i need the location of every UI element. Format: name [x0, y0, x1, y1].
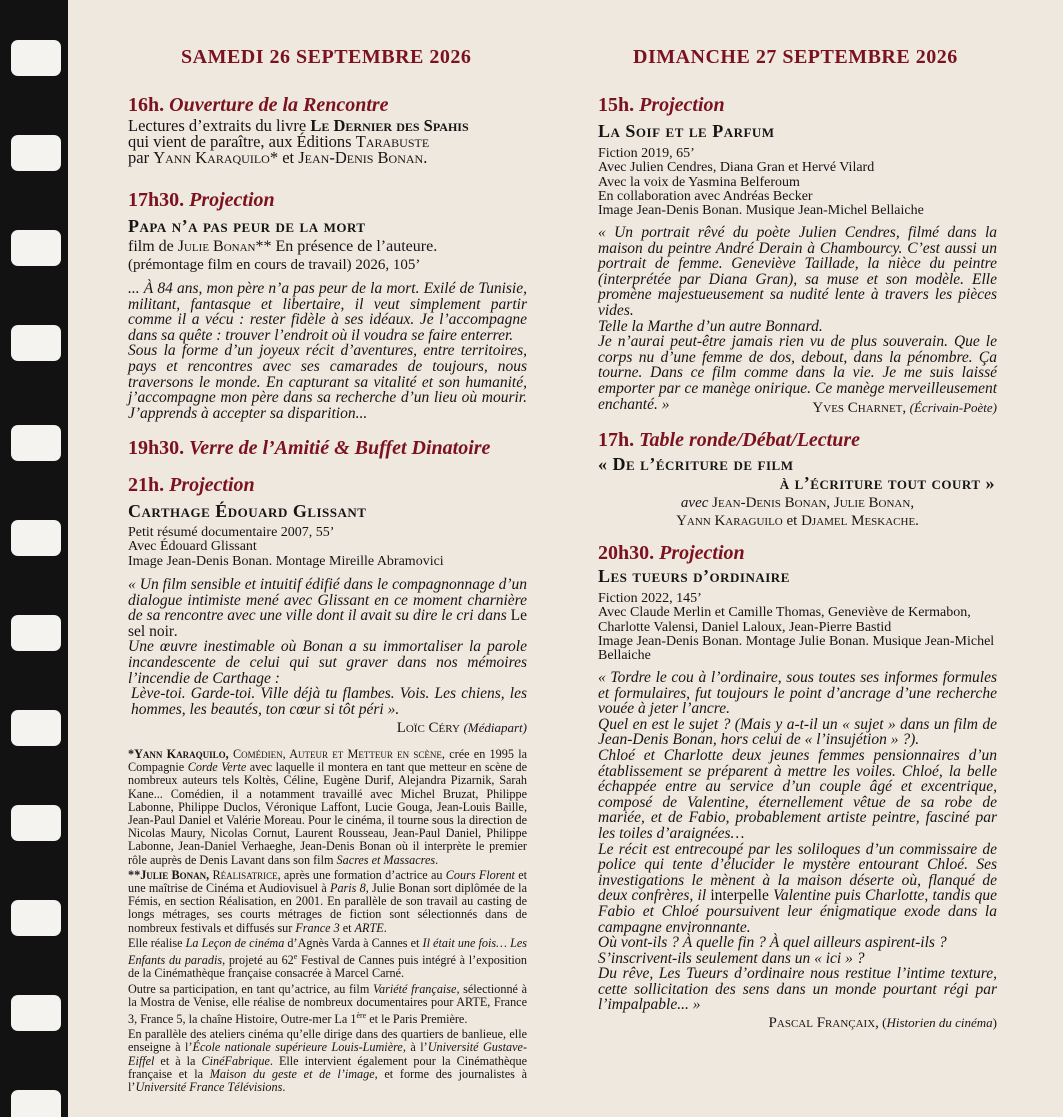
film-review: [598, 225, 997, 412]
text: et: [339, 920, 355, 935]
bio-roles: Comédien, Auteur et Metteur en scène,: [228, 747, 445, 761]
bio-paragraph: [128, 937, 527, 981]
text: * et: [269, 148, 299, 167]
school-name: Paris 8: [330, 881, 366, 896]
event-heading: [128, 474, 255, 497]
text: .: [915, 513, 919, 529]
film-title: Les tueurs d’ordinaire: [598, 566, 790, 586]
author-name: Pascal Françaix,: [768, 1015, 879, 1031]
quote-text: Du rêve, Les Tueurs d’ordinaire nous restitue l’intime texture, cette sollicitation des sens dans un monde pourtant régi par l’impalpable... »: [598, 965, 997, 1014]
person-name: Yann Karaguilo: [676, 513, 783, 529]
film-title: Papa n’a pas peur de la mort: [128, 216, 366, 236]
text: , sélectionné à la Mostra de Venise, elle réalise de nombreux documentaires pour ARTE, France 3, France 5, la chaîne Histoire, Outre-mer La 1: [128, 981, 527, 1026]
school-name: Cours Florent: [445, 867, 515, 882]
text: qui vient de paraître, aux Éditions: [128, 132, 356, 151]
text: (: [878, 1015, 887, 1030]
channel-name: ARTE: [354, 920, 384, 935]
quote-text: Telle la Marthe d’un autre Bonnard.: [598, 317, 823, 335]
info-line: Image Jean-Denis Bonan. Montage Julie Bonan. Musique Jean-Michel Bellaiche: [598, 633, 995, 664]
event-time: 20h30.: [598, 542, 655, 564]
event-title: Ouverture de la Rencontre: [169, 94, 389, 116]
quote-text: Quel en est le sujet ? (Mais y a-t-il un « sujet » dans un film de Jean-Denis Bonan, hors celui de « l’insujétion » ?).: [598, 715, 997, 749]
person-names: Jean-Denis Bonan, Julie Bonan,: [708, 495, 915, 511]
text: et: [782, 513, 802, 529]
person-name: Jean-Denis Bonan: [298, 148, 424, 167]
text: film de: [128, 238, 178, 255]
roundtable-title-line-2: à l’écriture tout court »: [779, 473, 995, 493]
biography-notes: [128, 748, 527, 1096]
text: , et forme des journalistes à l’: [128, 1066, 527, 1094]
film-perforation: [11, 520, 61, 556]
school-name: CinéFabrique: [201, 1053, 270, 1068]
film-perforation: [11, 325, 61, 361]
bio-roles: Réalisatrice,: [209, 867, 281, 882]
event-heading: [128, 94, 389, 117]
quote-text: Le récit est entrecoupé par les soliloques d’un commissaire de police qui tente d’élucider le mystère entourant Chloé. Ses investigations le mènent à la maison déserte où, flanqué de deux confrères, il: [598, 840, 997, 905]
author-role: (Médiapart): [463, 720, 527, 735]
event-title: Verre de l’Amitié & Buffet Dinatoire: [189, 437, 491, 459]
channel-name: France 3: [295, 920, 340, 935]
review-signature: [397, 720, 527, 737]
author-role: Historien du cinéma: [886, 1015, 993, 1030]
company-name: Corde Verte: [187, 760, 247, 775]
quote-text: Je n’aurai peut-être jamais rien vu de plus souverain. Que le corps nu d’une femme de dos, debout, dans la pénombre. Ça tourne. Dans ce film comme dans la vie. Je me suis laissé emporter par ce manège onirique. Ce manège merveilleusement enchanté. »: [598, 333, 997, 413]
review-signature: [769, 1015, 997, 1032]
event-time: 15h.: [598, 94, 635, 116]
info-line: En collaboration avec Andréas Becker: [598, 188, 813, 204]
info-line: Avec Édouard Glissant: [128, 539, 257, 555]
info-line: Fiction 2022, 145’: [598, 591, 702, 606]
film-perforation: [11, 135, 61, 171]
film-perforation: [11, 40, 61, 76]
bio-name: **Julie Bonan,: [128, 867, 210, 882]
info-line: Avec Claude Merlin et Camille Thomas, Geneviève de Kermabon, Charlotte Valensi, Daniel Laloux, Jean-Pierre Bastid: [598, 605, 971, 635]
event-time: 17h30.: [128, 189, 185, 211]
event-title: Projection: [659, 542, 745, 564]
superscript: ère: [356, 1010, 367, 1020]
event-title: Projection: [189, 189, 275, 211]
film-title: Carthage Édouard Glissant: [128, 501, 367, 521]
school-name: Université Gustave-Eiffel: [128, 1040, 528, 1068]
text: Outre sa participation, en tant qu’actrice, au film: [128, 981, 373, 996]
film-name: Variété française: [372, 981, 457, 996]
event-heading: [128, 189, 275, 212]
author-role: (Écrivain-Poète): [909, 400, 997, 415]
event-time: 16h.: [128, 94, 165, 116]
film-perforation: [11, 1090, 61, 1117]
text: et une maîtrise de Cinéma et Audiovisuel à: [128, 867, 527, 896]
school-name: École nationale supérieure Louis-Lumière: [192, 1040, 403, 1055]
event-heading: [128, 437, 490, 460]
text: Lectures d’extraits du livre: [128, 116, 311, 135]
event-heading: [598, 542, 745, 565]
film-name: Sacres et Massacres: [336, 852, 436, 867]
synopsis-paragraph: ... À 84 ans, mon père n’a pas peur de la mort. Exilé de Tunisie, militant, fantasque et libertaire, il veut simplement partir comme il a vécu : rester fidèle à ses idéaux. Je l’accompagne dans sa quête : trouver l’endroit où il voudra se faire enterrer.: [128, 280, 527, 344]
film-perforation: [11, 230, 61, 266]
quote-text: Où vont-ils ? À quelle fin ? À quel ailleurs aspirent-ils ?: [598, 934, 947, 952]
person-name: Yann Karaquilo: [153, 148, 270, 167]
text: En parallèle des ateliers cinéma qu’elle dirige dans des quartiers de banlieue, elle enseigne à l’: [128, 1027, 527, 1055]
text: ): [992, 1015, 997, 1030]
quote-text: « Un portrait rêvé du poète Julien Cendres, filmé dans la maison du peintre André Derain à Chambourcy. C’est aussi un portrait de femme. Geneviève Taillade, la nièce du peintre (interprétée par Diana Gran), sa muse et son modèle. Elle promène majestueusement sa nudité lente à travers les pièces vides.: [598, 224, 997, 319]
text: et le Paris Première.: [366, 1011, 468, 1026]
event-time: 19h30.: [128, 437, 185, 459]
bio-julie-bonan: [128, 869, 527, 935]
event-description: [128, 118, 548, 166]
film-info: [598, 147, 1018, 218]
film-perforation: [11, 900, 61, 936]
film-review: [128, 577, 527, 717]
quote-text: Une œuvre inestimable où Bonan a su immortaliser la parole incandescente de celui qui sut graver dans nos mémoires l’incendie de Carthage :: [128, 638, 527, 687]
author-name: Loïc Céry: [396, 720, 460, 736]
quote-text: Lève-toi. Garde-toi. Ville déjà tu flambes. Vois. Les chiens, les hommes, les beautés, ton cœur si tôt péri ».: [131, 685, 527, 718]
text: par: [128, 148, 154, 167]
event-title: Projection: [639, 94, 725, 116]
film-details: (prémontage film en cours de travail) 2026, 105’: [128, 257, 421, 273]
film-credit: [128, 239, 548, 273]
film-info: [128, 526, 548, 569]
text: Festival de Cannes puis intégré à l’exposition de la Cinémathèque française consacrée à Marcel Carné.: [128, 953, 527, 981]
info-line: Avec Julien Cendres, Diana Gran et Hervé Vilard: [598, 160, 875, 176]
text: avec laquelle il montera en tant que metteur en scène de nombreux auteurs tels Koltès, Céline, Eugène Durif, Alejandra Pizarnik, Sarah Kane... Comédien, il a notamment travaillé avec Michel Bruzat, Philippe Labonne, Philippe Duclos, Véronique Laffont, Lucie Gouga, Jean-Louis Baille, Jean-Paul Daniel et Valérie Moreau. Pour le cinéma, il tourne sous la direction de Nicolas Maury, Nicolas Cornut, Laurent Rousseau, Jean-Paul Daniel, Philippe Labonne, Jean-Daniel Verhaeghe, Jean-Denis Bonan où il interprète le premier rôle auprès de Denis Lavant dans son film: [128, 760, 527, 867]
book-title: Le sel noir: [128, 607, 527, 640]
quote-text: Valentine puis Charlotte, tandis que Fabio et Chloé poursuivent leur énigmatique exode dans la campagne environnante.: [598, 887, 997, 936]
event-title: Table ronde/Débat/Lecture: [639, 429, 861, 451]
text: avec: [680, 495, 709, 511]
bio-yann-karaquilo: [128, 748, 527, 867]
film-info: [598, 592, 1002, 663]
text: . Elle intervient également pour la Cinémathèque française et la: [128, 1053, 527, 1081]
film-perforation: [11, 995, 61, 1031]
film-title: La Soif et le Parfum: [598, 121, 775, 141]
event-heading: [598, 94, 725, 117]
text: .: [383, 920, 387, 935]
film-perforation: [11, 710, 61, 746]
text: et à la: [154, 1053, 202, 1068]
quote-text: .: [174, 622, 178, 640]
text: .: [282, 1080, 286, 1094]
info-line: Fiction 2019, 65’: [598, 146, 695, 161]
info-line: Image Jean-Denis Bonan. Montage Mireille Abramovici: [128, 553, 444, 569]
text: ** En présence de l’auteure.: [255, 238, 438, 255]
day-title: SAMEDI 26 SEPTEMBRE 2026: [181, 46, 472, 68]
text: .: [423, 148, 428, 167]
info-line: Petit résumé documentaire 2007, 55’: [128, 525, 335, 540]
info-line: Image Jean-Denis Bonan. Musique Jean-Michel Bellaiche: [598, 203, 924, 219]
text: crée en 1995 la Compagnie: [128, 747, 527, 775]
school-name: Maison du geste et de l’image: [209, 1066, 375, 1081]
event-title: Projection: [169, 474, 255, 496]
publisher: Tarabuste: [355, 132, 430, 151]
film-name: Il était une fois… Les Enfants du paradis: [128, 935, 528, 968]
text: Elle réalise: [128, 935, 186, 950]
roundtable-participants: [598, 494, 997, 530]
quote-text: « Un film sensible et intuitif édifié dans le compagnonnage d’un dialogue intimiste mené avec Glissant en ce moment charnière de sa rencontre avec une ville dont il avait su dire le cri dans: [128, 576, 527, 625]
text: .: [435, 852, 439, 867]
author-name: Yves Charnet,: [812, 400, 907, 416]
event-time: 21h.: [128, 474, 165, 496]
film-perforation: [11, 425, 61, 461]
school-name: Université France Télévisions: [135, 1080, 283, 1094]
film-review: [598, 670, 997, 1013]
event-heading: [598, 429, 860, 452]
book-title: Le Dernier des Spahis: [310, 116, 469, 135]
quote-text: Chloé et Charlotte deux jeunes femmes pensionnaires d’un établissement se préparent à mettre les voiles. Chloé, la belle échappée entre au service d’un couple âgé et excentrique, composé de Valentine, éternellement vêtue de sa robe de mariée, et de Fabio, probablement artiste peintre, fasciné par les toiles d’araignées…: [598, 746, 997, 842]
text: après une formation d’actrice au: [280, 867, 446, 882]
roundtable-title-line-1: « De l’écriture de film: [598, 454, 794, 474]
film-perforation: [11, 805, 61, 841]
text: , à l’: [402, 1040, 428, 1055]
film-name: La Leçon de cinéma: [185, 935, 285, 950]
quote-text: interpelle: [710, 887, 769, 905]
person-name: Djamel Meskache: [801, 513, 916, 529]
film-perforation: [11, 615, 61, 651]
quote-text: S’inscrivent-ils seulement dans un « ici » ?: [598, 949, 865, 967]
bio-paragraph: [128, 1028, 527, 1094]
day-title: DIMANCHE 27 SEPTEMBRE 2026: [633, 46, 958, 68]
synopsis-paragraph: Sous la forme d’un joyeux récit d’aventures, entre territoires, pays et rencontres avec ses camarades de toujours, nous traversons le monde. En capturant sa vitalité et son humanité, j’accompagne mon père dans sa recherche d’un lieu où mourir. J’apprends à accepter sa disparition...: [128, 342, 527, 422]
text: , projeté au 62: [222, 953, 294, 968]
info-line: Avec la voix de Yasmina Belferoum: [598, 174, 800, 190]
bio-name: *Yann Karaquilo,: [128, 747, 229, 761]
quote-text: « Tordre le cou à l’ordinaire, sous toutes ses informes formules et formulaires, fut toujours le point d’ancrage d’une recherche vouée à jeter l’ancre.: [598, 669, 997, 718]
text: d’Agnès Varda à Cannes et: [284, 935, 423, 950]
superscript: e: [293, 952, 298, 962]
event-time: 17h.: [598, 429, 635, 451]
review-signature: [812, 400, 997, 417]
filmstrip-border: [0, 0, 68, 1117]
person-name: Julie Bonan: [177, 238, 256, 255]
film-synopsis: [128, 281, 527, 421]
bio-paragraph: [128, 983, 527, 1027]
text: , Julie Bonan sort diplômée de la Fémis, en section Réalisation, en 2001. En parallèle de son travail au casting de longs métrages, ses courts métrages de fiction sont sélectionnés dans de nombreux festivals et diffusés sur: [128, 881, 527, 935]
